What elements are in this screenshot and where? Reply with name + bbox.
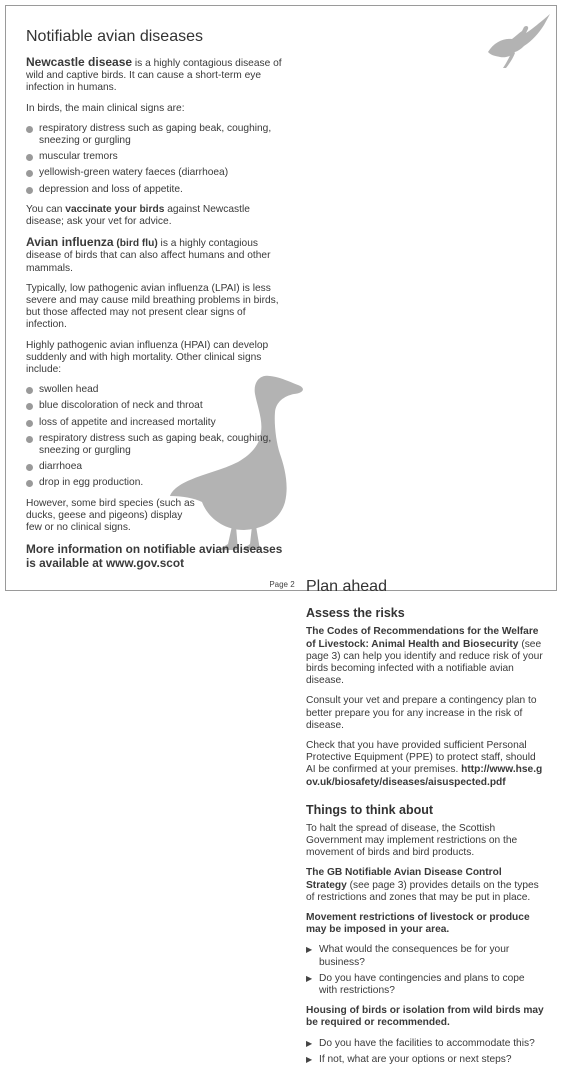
codes-title: The Codes of Recommendations for the Welfare of Livestock: Animal Health and Biosecurity (306, 626, 539, 650)
list-item: ▶ If not, what are your options or next steps? (306, 1054, 544, 1066)
list-item: depression and loss of appetite. (26, 184, 284, 196)
list-item: muscular tremors (26, 151, 284, 163)
left-title: Notifiable avian diseases (26, 28, 203, 45)
list-item: loss of appetite and increased mortality (26, 417, 284, 429)
hse-link[interactable]: http://www.hse.gov.uk/biosafety/diseases/aisuspected.pdf (306, 764, 543, 788)
consult-paragraph: Consult your vet and prepare a contingency plan to better prepare you for any increase in the risk of disease. (306, 695, 537, 731)
housing-questions-list (306, 1038, 544, 1066)
strategy-paragraph (306, 867, 544, 904)
parrot-silhouette-icon (486, 12, 552, 78)
think-heading: Things to think about (306, 802, 434, 817)
avian-influenza-description: is a highly contagious disease of birds that can also affect humans and other mammals. (26, 238, 271, 274)
list-item: ▶ Do you have contingencies and plans to cope with restrictions? (306, 973, 544, 997)
bird-flu-term: (bird flu) (113, 238, 158, 250)
ppe-text: Check that you have provided sufficient Personal Protective Equipment (PPE) to protect staff, should AI be confirmed at your premises. (306, 739, 536, 776)
housing-heading: Housing of birds or isolation from wild birds may be required or recommended. (306, 1005, 544, 1029)
halt-paragraph: To halt the spread of disease, the Scottish Government may implement restrictions on the movement of birds and bird products. (306, 822, 518, 859)
list-item: respiratory distress such as gaping beak, coughing, sneezing or gurgling (26, 433, 284, 457)
vaccinate-emphasis: vaccinate your birds (65, 203, 165, 215)
right-title: Plan ahead (306, 578, 387, 596)
ppe-paragraph (306, 740, 544, 789)
list-item: ▶ Do you have the facilities to accommodate this? (306, 1038, 544, 1050)
newcastle-term: Newcastle disease (26, 55, 133, 69)
avian-influenza-paragraph (26, 236, 284, 275)
vaccinate-pre: You can (26, 203, 66, 215)
movement-heading: Movement restrictions of livestock or produce may be imposed in your area. (306, 911, 530, 936)
vaccinate-post: against Newcastle disease; ask your vet for advice. (26, 203, 250, 228)
newcastle-description: is a highly contagious disease of wild and captive birds. It can cause a short-term eye infection in humans. (26, 58, 282, 94)
movement-questions-list (306, 944, 544, 997)
page-number: Page 2 (269, 580, 295, 589)
list-item: respiratory distress such as gaping beak, coughing, sneezing or gurgling (26, 123, 284, 147)
avian-influenza-term: Avian influenza (26, 235, 114, 250)
list-item: drop in egg production. (26, 477, 284, 489)
strategy-description: (see page 3) provides details on the types of restrictions and zones that may be put in place. (306, 879, 539, 903)
signs-intro: In birds, the main clinical signs are: (26, 102, 185, 114)
lpai-paragraph: Typically, low pathogenic avian influenza (LPAI) is less severe and may cause mild breathing problems in birds, but those affected may not present clear signs of infection. (26, 282, 279, 331)
right-column (306, 578, 544, 1066)
left-column (26, 28, 284, 570)
list-item: ▶ What would the consequences be for your business? (306, 944, 544, 968)
hpai-signs-list (26, 384, 284, 489)
more-info: More information on notifiable avian diseases is available at www.gov.scot (26, 542, 283, 571)
newcastle-signs-list (26, 123, 284, 196)
codes-paragraph (306, 626, 544, 687)
species-note: However, some bird species (such as ducks, geese and pigeons) display few or no clinical signs. (26, 497, 195, 534)
list-item: diarrhoea (26, 461, 284, 473)
strategy-title: The GB Notifiable Avian Disease Control Strategy (306, 867, 502, 891)
assess-heading: Assess the risks (306, 606, 405, 621)
hpai-paragraph: Highly pathogenic avian influenza (HPAI) can develop suddenly and with high mortality. Other clinical signs include: (26, 339, 269, 376)
list-item: swollen head (26, 384, 284, 396)
vaccinate-paragraph (26, 204, 284, 228)
list-item: yellowish-green watery faeces (diarrhoea) (26, 167, 284, 179)
codes-description: (see page 3) can help you identify and reduce risk of your birds becoming infected with a notifiable avian disease. (306, 638, 543, 687)
list-item: blue discoloration of neck and throat (26, 400, 284, 412)
newcastle-paragraph (26, 56, 284, 95)
